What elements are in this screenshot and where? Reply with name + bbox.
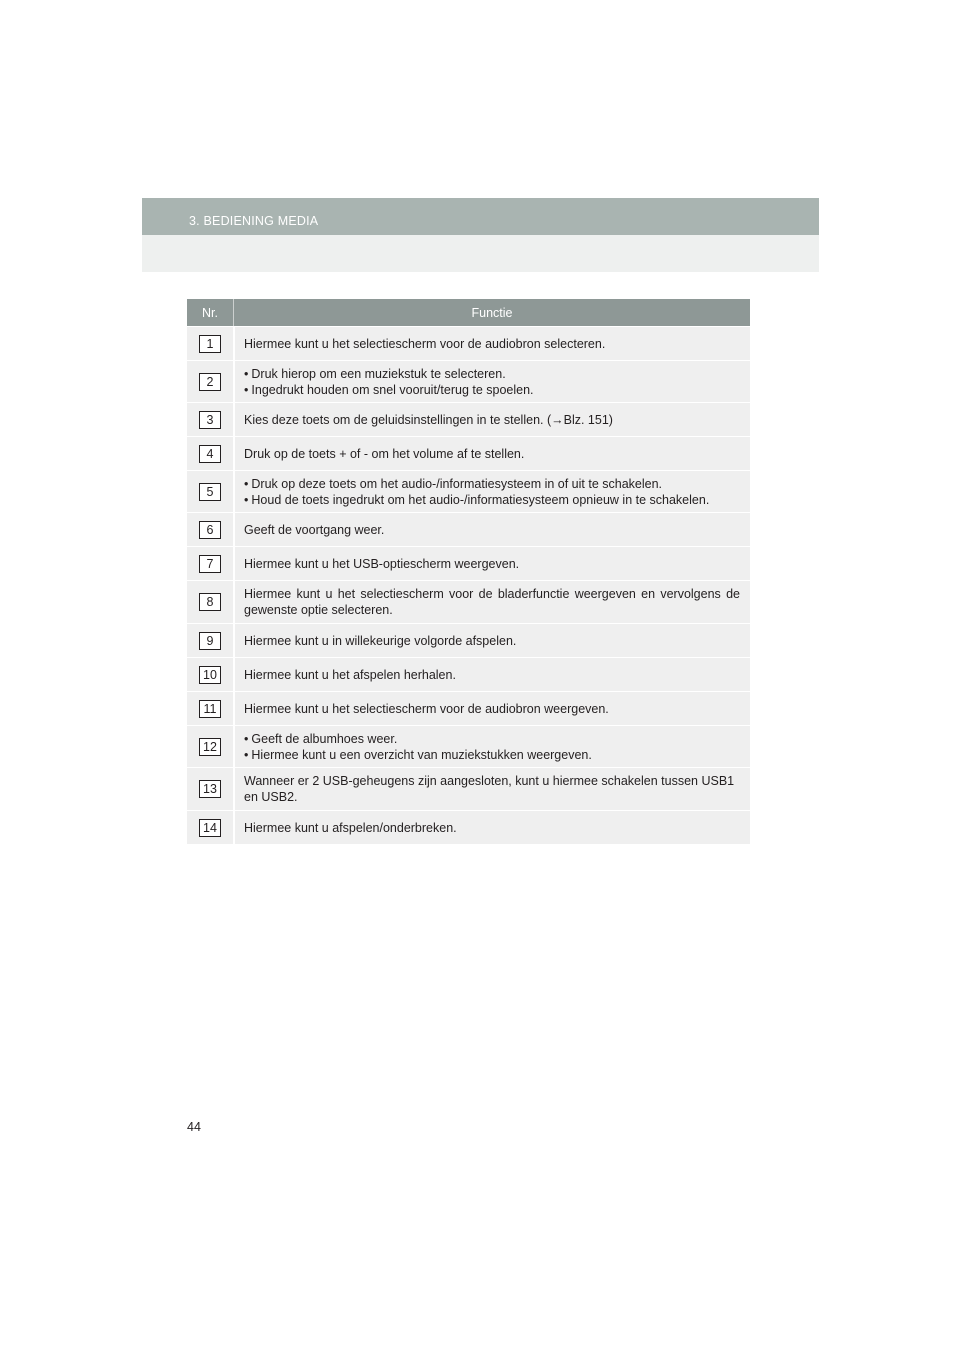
row-text: Hiermee kunt u in willekeurige volgorde afspelen. [244,633,517,648]
row-text: Geeft de voortgang weer. [244,522,385,537]
number-badge: 5 [199,483,221,501]
number-badge: 10 [199,666,221,684]
column-header-nr: Nr. [202,305,218,320]
number-badge: 4 [199,445,221,463]
table-row [187,437,750,470]
row-text: Hiermee kunt u het afspelen herhalen. [244,667,456,682]
row-text: Kies deze toets om de geluidsinstellingen in te stellen. (→Blz. 151) [244,412,613,427]
table-row [187,768,750,810]
table-row [187,692,750,725]
row-text: Hiermee kunt u afspelen/onderbreken. [244,820,457,835]
number-badge: 2 [199,373,221,391]
table-header [187,299,750,326]
column-separator [233,299,234,326]
table-row [187,726,750,767]
section-header [142,198,819,235]
number-badge: 9 [199,632,221,650]
number-badge: 11 [199,700,221,718]
row-text: Wanneer er 2 USB-geheugens zijn aangesloten, kunt u hiermee schakelen tussen USB1 en USB2. [244,774,735,804]
row-bullet: • Druk hierop om een muziekstuk te selecteren. [244,366,740,382]
number-badge: 14 [199,819,221,837]
number-badge: 1 [199,335,221,353]
row-bullet: • Houd de toets ingedrukt om het audio-/informatiesysteem opnieuw in te schakelen. [244,492,740,508]
table-row [187,361,750,402]
table-row [187,658,750,691]
row-text: Hiermee kunt u het selectiescherm voor de audiobron selecteren. [244,336,606,351]
table-row [187,547,750,580]
table-row [187,624,750,657]
row-text: Hiermee kunt u het selectiescherm voor de bladerfunctie weergeven en vervolgens de gewenste optie selecteren. [244,587,740,617]
table-row [187,513,750,546]
section-title: 3. BEDIENING MEDIA [189,214,319,228]
number-badge: 3 [199,411,221,429]
row-bullet: • Ingedrukt houden om snel vooruit/terug te spoelen. [244,382,740,398]
table-row [187,471,750,512]
page-number: 44 [187,1120,201,1134]
table-row [187,327,750,360]
row-text: Druk op de toets + of - om het volume af te stellen. [244,446,525,461]
row-text: Hiermee kunt u het USB-optiescherm weergeven. [244,556,520,571]
number-badge: 13 [199,780,221,798]
row-bullet: • Hiermee kunt u een overzicht van muziekstukken weergeven. [244,747,740,763]
number-badge: 8 [199,593,221,611]
function-table [187,299,750,844]
number-badge: 7 [199,555,221,573]
column-header-functie: Functie [471,305,513,320]
number-badge: 6 [199,521,221,539]
row-bullet: • Druk op deze toets om het audio-/informatiesysteem in of uit te schakelen. [244,476,740,492]
table-row [187,403,750,436]
row-bullet: • Geeft de albumhoes weer. [244,731,740,747]
section-header-sub-band [142,235,819,272]
row-text: Hiermee kunt u het selectiescherm voor de audiobron weergeven. [244,701,609,716]
table-row [187,811,750,844]
number-badge: 12 [199,738,221,756]
table-row [187,581,750,623]
